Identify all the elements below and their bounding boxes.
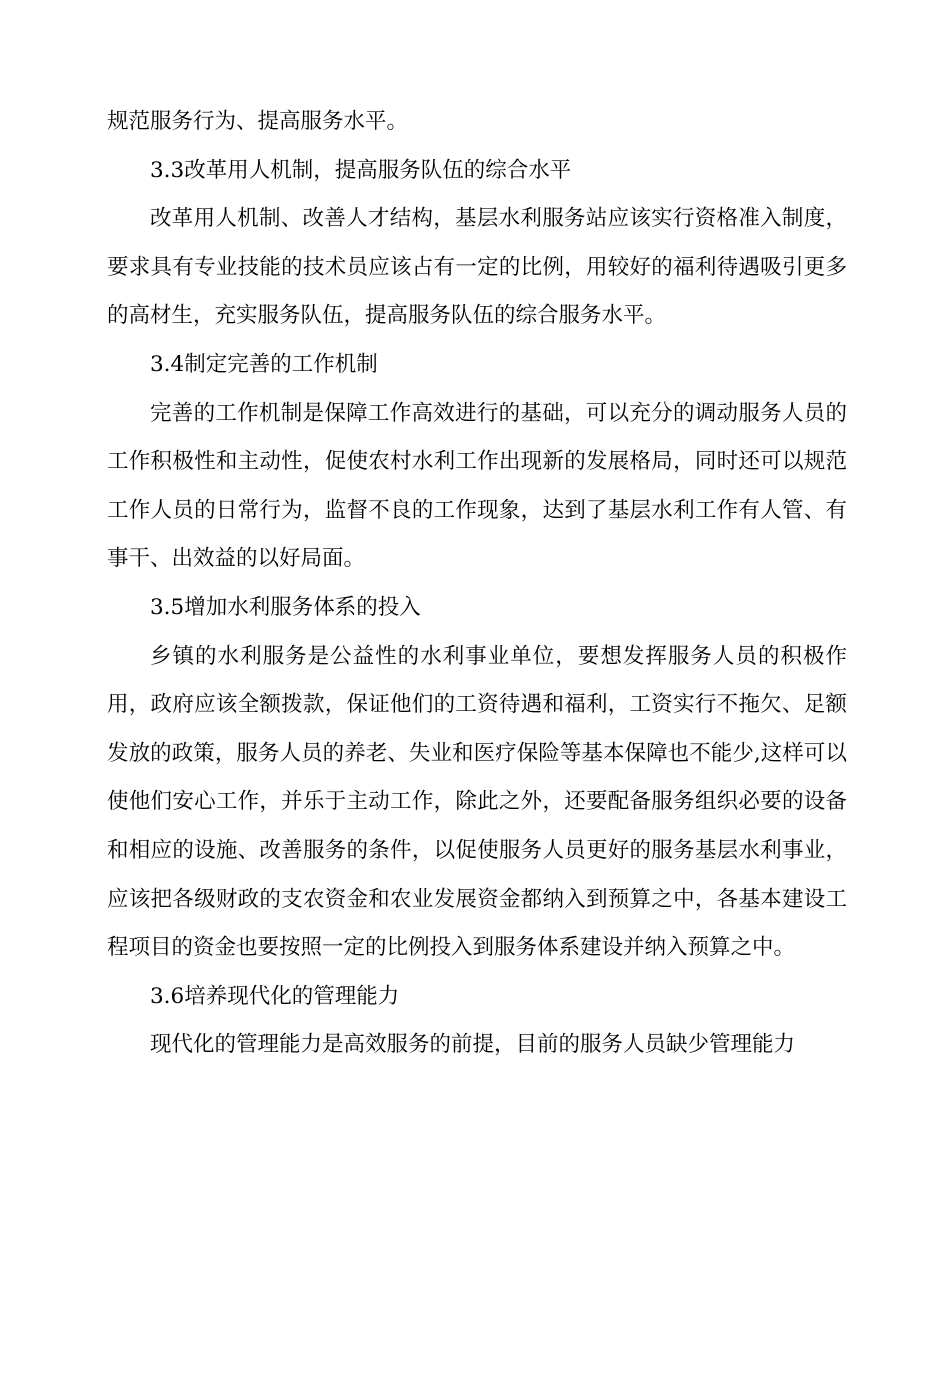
section-heading-3-6: 3.6培养现代化的管理能力 xyxy=(150,983,400,1009)
section-heading-3-5: 3.5增加水利服务体系的投入 xyxy=(150,594,421,620)
section-heading-3-4: 3.4制定完善的工作机制 xyxy=(150,351,378,377)
paragraph-3-3-body: 改革用人机制、改善人才结构，基层水利服务站应该实行资格准入制度，要求具有专业技能的技术员应该占有一定的比例，用较好的福利待遇吸引更多的高材生，充实服务队伍，提高服务队伍的综合服务水平。 xyxy=(107,206,847,329)
paragraph-3-5-body: 乡镇的水利服务是公益性的水利事业单位，要想发挥服务人员的积极作用，政府应该全额拨款，保证他们的工资待遇和福利，工资实行不拖欠、足额发放的政策，服务人员的养老、失业和医疗保险等基本保障也不能少,这样可以使他们安心工作，并乐于主动工作，除此之外，还要配备服务组织必要的设备和相应的设施、改善服务的条件，以促使服务人员更好的服务基层水利事业，应该把各级财政的支农资金和农业发展资金都纳入到预算之中，各基本建设工程项目的资金也要按照一定的比例投入到服务体系建设并纳入预算之中。 xyxy=(107,643,847,961)
paragraph-continuation: 规范服务行为、提高服务水平。 xyxy=(107,109,409,134)
paragraph-3-4-body: 完善的工作机制是保障工作高效进行的基础，可以充分的调动服务人员的工作积极性和主动性，促使农村水利工作出现新的发展格局，同时还可以规范工作人员的日常行为，监督不良的工作现象，达到了基层水利工作有人管、有事干、出效益的以好局面。 xyxy=(107,400,847,572)
paragraph-3-6-body: 现代化的管理能力是高效服务的前提，目前的服务人员缺少管理能力 xyxy=(150,1032,796,1058)
document-body xyxy=(107,98,847,1070)
section-heading-3-3: 3.3改革用人机制，提高服务队伍的综合水平 xyxy=(150,157,572,183)
